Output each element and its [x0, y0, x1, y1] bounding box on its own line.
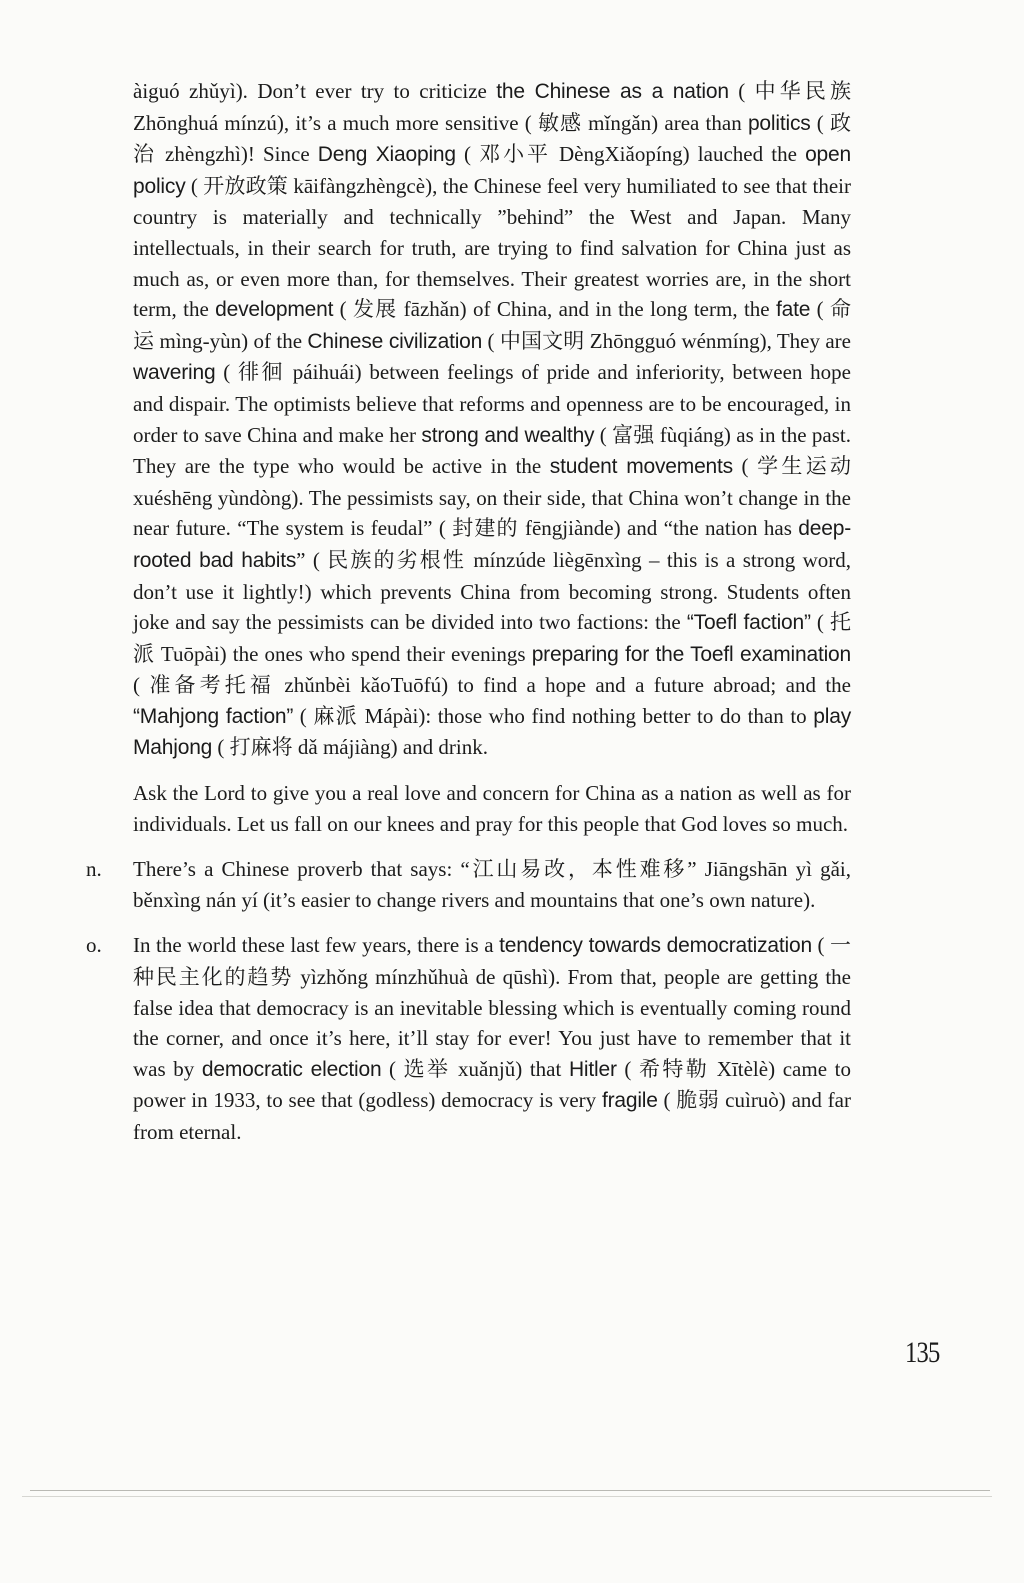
keyword-student-movements: student movements [549, 455, 733, 479]
text-segment: ( 脆弱 cuìruò) and far from eternal. [133, 1088, 851, 1144]
keyword-fragile: fragile [601, 1089, 658, 1113]
keyword-deep-rooted-bad-habits: deep-rooted bad habits [133, 517, 851, 572]
text-segment: ( 中国文明 Zhōngguó wénmíng), They are [482, 328, 851, 353]
keyword-democratic-election: democratic election [201, 1057, 382, 1081]
text-segment: ( 学生运动 xuéshēng yùndòng). The pessimists say, on their side, that China won’t change in the near future. “The system is feudal” ( 封建的 fēngjiànde) and “the nation has [133, 454, 852, 541]
keyword-open-policy: open policy [133, 143, 851, 198]
text-segment: ( 希特勒 Xītèlè) came to power in 1933, to see that (godless) democracy is very [133, 1056, 851, 1113]
list-item-o [86, 930, 851, 1147]
text-segment: ( 开放政策 kāifàngzhèngcè), the Chinese feel very humiliated to see that their country is materially and technically ”behind” the West and Japan. Many intellectuals, in their search for truth, are trying to find salvation for China just as much as, or even more than, for themselves. Their greatest worries are, in the short term, the [133, 173, 851, 322]
text-segment: ( 中华民族 Zhōnghuá mínzú), it’s a much more sensitive ( 敏感 mǐngǎn) area than [133, 79, 851, 135]
keyword-wavering: wavering [133, 361, 216, 385]
keyword-strong-and-wealthy: strong and wealthy [421, 423, 595, 447]
text-segment: In the world these last few years, there is a [133, 933, 500, 958]
keyword-preparing-toefl: preparing for the Toefl examination [531, 642, 851, 666]
keyword-politics: politics [747, 111, 811, 135]
text-segment: ( 政治 zhèngzhì)! Since [133, 110, 851, 167]
keyword-hitler: Hitler [568, 1057, 617, 1081]
page-number: 135 [905, 1336, 940, 1369]
paragraph-prayer: Ask the Lord to give you a real love and concern for China as a nation as well as for individuals. Let us fall on our knees and pray for this people that God loves so much. [133, 781, 851, 836]
text-segment: ( 发展 fāzhǎn) of China, and in the long term, the [333, 297, 776, 322]
keyword-chinese-civilization: Chinese civilization [307, 329, 483, 353]
paragraph-china-nation [133, 76, 851, 764]
keyword-development: development [215, 298, 334, 322]
text-segment: àiguó zhǔyì). Don’t ever try to criticize [133, 79, 497, 103]
text-segment: ( 徘徊 páihuái) between feelings of pride and inferiority, between hope and dispair. The optimists believe that reforms and openness are to be encouraged, in order to save China and make her [133, 360, 851, 447]
list-item-n [86, 854, 851, 915]
text-segment: ( 打麻将 dǎ májiàng) and drink. [212, 735, 489, 760]
item-text [133, 930, 851, 1147]
item-letter: o. [86, 933, 102, 958]
text-segment: ( 托派 Tuōpài) the ones who spend their evenings [133, 610, 852, 666]
keyword-deng-xiaoping: Deng Xiaoping [317, 143, 456, 167]
item-letter: n. [86, 857, 102, 882]
keyword-fate: fate [776, 298, 811, 322]
text-segment: ( 命运 mìng-yùn) of the [133, 297, 851, 353]
page-body [86, 76, 852, 1148]
text-segment: ( 邓小平 DèngXiǎopíng) lauched the [455, 142, 806, 167]
text-segment: ( 准备考托福 zhǔnbèi kǎoTuōfú) to find a hope and a future abroad; and the [133, 673, 851, 698]
keyword-tendency-democratization: tendency towards democratization [499, 934, 812, 958]
text-segment: ( 麻派 Mápài): those who find nothing better to do than to [293, 703, 814, 728]
item-text: There’s a Chinese proverb that says: “江山易改，本性难移” Jiāngshān yì gǎi, běnxìng nán yí (it’s easier to change rivers and mountains that one’s own nature). [133, 857, 851, 912]
text-segment: ( 选举 xuǎnjǔ) that [381, 1056, 569, 1081]
text-segment: ” ( 民族的劣根性 mínzúde liègēnxìng – this is a strong word, don’t use it lightly!) which prevents China from becoming strong. Students often joke and say the pessimists can be divided into two factions: the [133, 547, 851, 635]
keyword-mahjong-faction: “Mahjong faction” [133, 704, 294, 728]
keyword-toefl-faction: “Toefl faction” [686, 611, 811, 635]
keyword-chinese-as-nation: the Chinese as a nation [496, 80, 729, 103]
scan-edge-line [22, 1496, 992, 1497]
text-segment: ( 富强 fùqiáng) as in the past. They are the type who would be active in the [133, 422, 851, 479]
text-segment: ( 一种民主化的趋势 yìzhǒng mínzhǔhuà de qūshì). From that, people are getting the false idea that democracy is an inevitable blessing which is eventually coming round the corner, and once it’s here, it’ll stay for ever! You just have to remember that it was by [133, 933, 851, 1081]
keyword-play-mahjong: play Mahjong [133, 704, 851, 760]
scan-edge-line [30, 1490, 990, 1491]
